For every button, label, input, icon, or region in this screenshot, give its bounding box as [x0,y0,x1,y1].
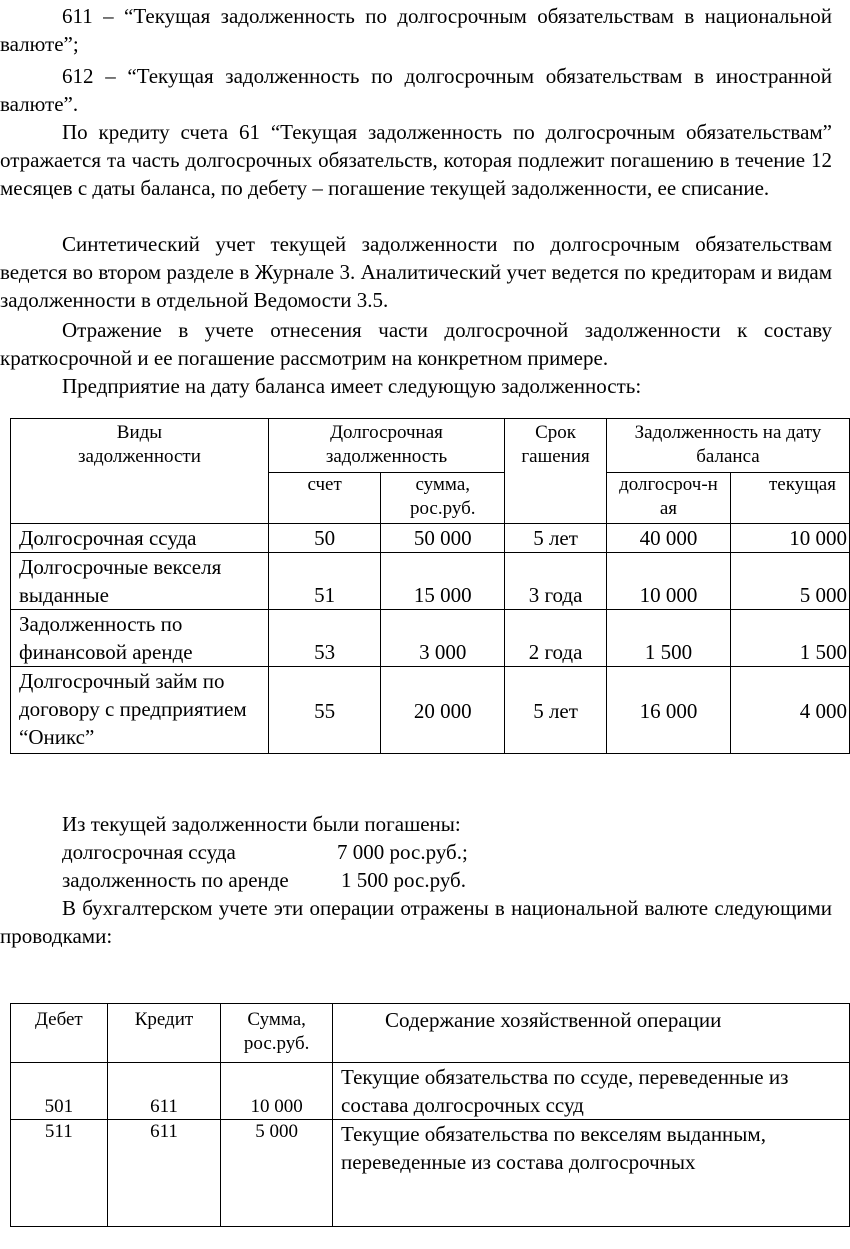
entries-table [10,1003,850,1227]
repaid-lease-value: 1 500 рос.руб. [341,868,466,892]
repaid-loan-value: 7 000 рос.руб.; [337,840,468,864]
row-term: 3 года [505,553,607,610]
entry-debit: 511 [11,1120,108,1227]
row-current: 1 500 [730,610,849,667]
header-credit: Кредит [107,1004,221,1063]
entry-credit: 611 [107,1120,221,1227]
entry-credit: 611 [107,1063,221,1120]
entry-amount: 5 000 [221,1120,333,1227]
paragraph-accounting-entries: В бухгалтерском учете эти операции отражены в национальной валюте следующими проводками: [0,896,832,948]
debt-table-header-row [11,419,850,473]
row-sum: 3 000 [381,610,505,667]
paragraph-612: 612 – “Текущая задолженность по долгосрочным обязательствам в иностранной валюте”. [0,64,832,116]
header-debt-at-balance-date: Задолженность на дату баланса [606,419,849,473]
table-row [11,667,850,754]
header-long-term-debt: Долгосрочная задолженность [268,419,504,473]
header-operation-content: Содержание хозяйственной операции [333,1004,850,1063]
header-amount: Сумма, рос.руб. [221,1004,333,1063]
table-row [11,610,850,667]
row-name: Долгосрочные векселя выданные [11,553,269,610]
row-current: 5 000 [730,553,849,610]
entries-header-row [11,1004,850,1063]
row-name: Задолженность по финансовой аренде [11,610,269,667]
entry-content: Текущие обязательства по векселям выданным, переведенные из состава долгосрочных [333,1120,850,1227]
repaid-intro: Из текущей задолженности были погашены: [62,812,461,836]
paragraph-synthetic-accounting: Синтетический учет текущей задолженности по долгосрочным обязательствам ведется во втором разделе в Журнале 3. Аналитический учет ведется по кредиторам и видам задолженности в отдельной Ведомости 3.5. [0,232,832,312]
table-row [11,524,850,553]
header-repayment-term: Срок гашения [505,419,607,524]
entry-debit: 501 [11,1063,108,1120]
row-long-term: 16 000 [606,667,730,754]
paragraph-611: 611 – “Текущая задолженность по долгосрочным обязательствам в национальной валюте”; [0,4,832,56]
table-row [11,553,850,610]
row-sum: 50 000 [381,524,505,553]
table-row [11,1120,850,1227]
row-sum: 15 000 [381,553,505,610]
row-name: Долгосрочный займ по договору с предприятием “Оникс” [11,667,269,754]
paragraph-enterprise-debt: Предприятие на дату баланса имеет следующую задолженность: [62,374,642,398]
header-account: счет [268,472,380,524]
row-term: 2 года [505,610,607,667]
header-long-term-part: долгосроч-ная [606,472,730,524]
paragraph-credit-61: По кредиту счета 61 “Текущая задолженность по долгосрочным обязательствам” отражается та часть долгосрочных обязательств, которая подлежит погашению в течение 12 месяцев с даты баланса, по дебету – погашение текущей задолженности, ее списание. [0,120,832,200]
paragraph-example-intro: Отражение в учете отнесения части долгосрочной задолженности к составу краткосрочной и ее погашение рассмотрим на конкретном примере. [0,318,832,370]
header-sum: сумма, рос.руб. [381,472,505,524]
row-account: 51 [268,553,380,610]
row-long-term: 1 500 [606,610,730,667]
row-account: 53 [268,610,380,667]
header-current-part: текущая [730,472,849,524]
row-sum: 20 000 [381,667,505,754]
row-long-term: 10 000 [606,553,730,610]
row-long-term: 40 000 [606,524,730,553]
repaid-loan-label: долгосрочная ссуда [62,840,236,864]
row-current: 10 000 [730,524,849,553]
row-term: 5 лет [505,524,607,553]
entry-amount: 10 000 [221,1063,333,1120]
row-account: 50 [268,524,380,553]
row-current: 4 000 [730,667,849,754]
repaid-lease-label: задолженность по аренде [62,868,289,892]
header-debit: Дебет [11,1004,108,1063]
row-term: 5 лет [505,667,607,754]
table-row [11,1063,850,1120]
header-debt-types: Виды задолженности [11,419,269,524]
entry-content: Текущие обязательства по ссуде, переведенные из состава долгосрочных ссуд [333,1063,850,1120]
row-account: 55 [268,667,380,754]
debt-table [10,418,850,754]
row-name: Долгосрочная ссуда [11,524,269,553]
